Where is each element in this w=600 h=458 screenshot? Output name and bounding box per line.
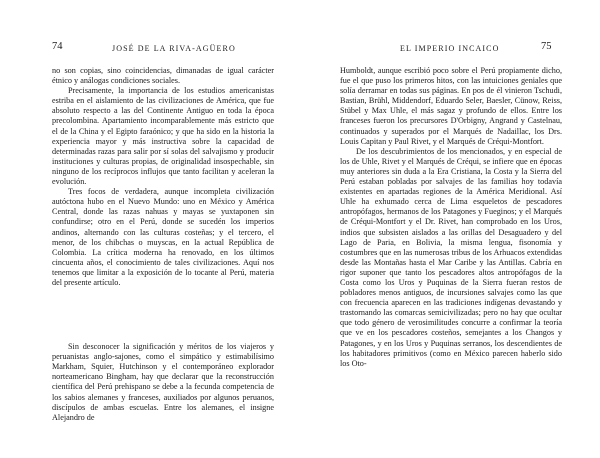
left-paragraph-1: no son copias, sino coincidencias, dimanadas de igual carácter étnico y análogas condiciones sociales.: [52, 66, 274, 86]
left-paragraph-4: Sin desconocer la significación y méritos de los viajeros y peruanistas anglo-sajones, como el simpático y estimabilísimo Markham, Squier, Hutchinson y el contemporáneo explorador norteamericano Bingham, hay que declarar que la reconstrucción científica del Perú prehispano se debe a la fecunda competencia de los sabios alemanes y franceses, auxiliados por algunos peruanos, discípulos de ambas escuelas. Entre los alemanes, el insigne Alejandro de: [52, 342, 274, 422]
right-page: [300, 0, 600, 458]
right-paragraph-1: Humboldt, aunque escribió poco sobre el Perú propiamente dicho, fue el que puso los primeros hitos, con las intuiciones geniales que solía derramar en todas sus páginas. En pos de él vinieron Tschudi, Bastian, Brühl, Middendorf, Eduardo Seler, Baesler, Cünow, Reiss, Stübel y Max Uhle, el más sagaz y profundo de ellos. Entre los franceses fueron los precursores D'Orbigny, Angrand y Castelnau, continuados y superados por el Marqués de Nadaillac, los Drs. Louis Capitan y Paul Rivet, y el Marqués de Créqui-Montfort.: [340, 66, 562, 146]
right-running-head: EL IMPERIO INCAICO: [400, 44, 500, 53]
left-paragraph-3: Tres focos de verdadera, aunque incompleta civilización autóctona hubo en el Nuevo Mundo: uno en México y América Central, donde las razas nahuas y mayas se yuxtaponen sin confundirse; otro en el Perú, donde se sucedén los imperios andinos, alternando con las culturas costeñas; y el tercero, el menor, de los chibchas o muyscas, en la actual República de Colombia. La crítica moderna ha renovado, en los últimos cincuenta años, el conocimiento de tales civilizaciones. Aquí nos tenemos que limitar a la exposición de lo tocante al Perú, materia del presente artículo.: [52, 187, 274, 287]
left-page-number: 74: [52, 41, 63, 52]
section-break-2: [52, 319, 274, 342]
section-break: [52, 288, 274, 319]
left-text-column: [52, 66, 274, 423]
right-page-number: 75: [541, 41, 552, 52]
left-running-head: JOSÉ DE LA RIVA-AGÜERO: [112, 44, 236, 53]
right-paragraph-2: De los descubrimientos de los mencionados, y en especial de los de Uhle, Rivet y el Marqués de Créqui, se infiere que en épocas muy anteriores sin duda a la Era Cristiana, la Costa y la Sierra del Perú estaban pobladas por salvajes de las familias hoy todavía existentes en apartadas regiones de la América Meridional. Así Uhle ha exhumado cerca de Lima esqueletos de pescadores antropófagos, hermanos de los Patagones y Fueginos; y el Marqués de Créqui-Montfort y el Dr. Rivet, han comprobado en los Uros, indios que subsisten aislados a las orillas del Desaguadero y del Lago de Paria, en Bolivia, la misma lengua, fisonomía y costumbres que en las numerosas tribus de los Arhuacos extendidas desde las Montañas hasta el Mar Caribe y las Antillas. Cabría en rigor suponer que tanto los pescadores altos antropófagos de la Costa como los Uros y Puquinas de la Sierra fueran restos de pobladores menos antiguos, de incursiones salvajes como las que con frecuencia aparecen en las tradiciones indígenas devastando y trastornando las comarcas semicivilizadas; pero no hay que ocultar que todo género de verosimilitudes concurre a confirmar la teoría que ve en los pescadores costeños, semejantes a los Changos y Patagones, y en los Uros y Puquinas serranos, los descendientes de los habitadores primitivos (como en México parecen haberlo sido los Oto-: [340, 146, 562, 368]
left-paragraph-2: Precisamente, la importancia de los estudios americanistas estriba en el aislamiento de las civilizaciones de América, que fue absoluto respecto a las del Continente Antiguo en toda la época precolombina. Apartamiento incomparablemente más estricto que el de la China y el Egipto faraónico; y que ha sido en la historia la experiencia mayor y más instructiva sobre la capacidad de determinadas razas para salir por sí solas del salvajismo y producir instituciones y culturas propias, de originalidad insospechable, sin ninguno de los recíprocos influjos que tanto facilitan y aceleran la evolución.: [52, 86, 274, 187]
right-text-column: [340, 66, 562, 369]
